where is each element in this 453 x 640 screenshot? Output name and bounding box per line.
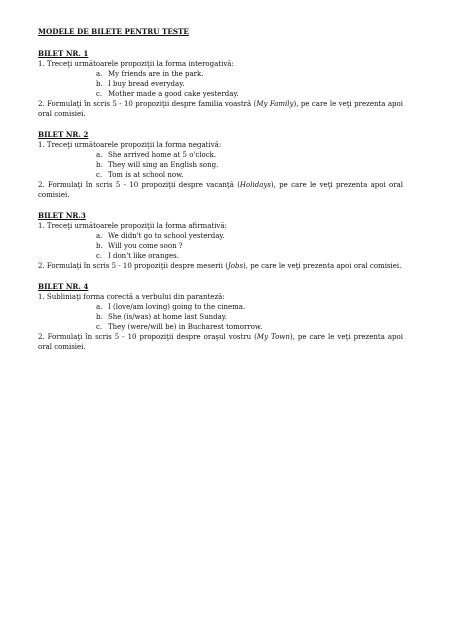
- task-1-instruction: 1. Treceţi următoarele propoziţii la forma negativă:: [38, 141, 222, 149]
- ticket-2: [38, 130, 403, 200]
- list-item: [38, 79, 403, 89]
- option-letter: c.: [96, 90, 103, 98]
- option-letter: b.: [96, 242, 103, 250]
- task-2-text-start: 2. Formulaţi în scris 5 - 10 propoziţii despre meserii (: [38, 262, 228, 270]
- task-2-text-end: ), pe care le veţi prezenta apoi oral comisiei.: [243, 262, 402, 270]
- option-text: Mother made a good cake yesterday.: [108, 90, 239, 98]
- ticket-title: BILET NR. 2: [38, 130, 89, 139]
- task-2-instruction: [38, 261, 403, 271]
- ticket-title: BILET NR. 1: [38, 49, 89, 58]
- option-letter: a.: [96, 303, 103, 311]
- option-text: I buy bread everyday.: [108, 80, 185, 88]
- task-2-topic: Jobs: [227, 262, 244, 270]
- option-list: [38, 69, 403, 99]
- list-item: [38, 241, 403, 251]
- list-item: [38, 302, 403, 312]
- option-text: They will sing an English song.: [108, 161, 219, 169]
- list-item: [38, 251, 403, 261]
- option-letter: c.: [96, 252, 103, 260]
- task-2-instruction: [38, 99, 403, 119]
- option-letter: a.: [96, 70, 103, 78]
- list-item: [38, 150, 403, 160]
- task-2-topic: My Family: [256, 100, 294, 108]
- option-text: We didn't go to school yesterday.: [108, 232, 225, 240]
- document-title: MODELE DE BILETE PENTRU TESTE: [38, 27, 189, 36]
- ticket-3: [38, 211, 403, 271]
- option-letter: b.: [96, 161, 103, 169]
- task-2-instruction: [38, 332, 403, 352]
- option-letter: a.: [96, 151, 103, 159]
- option-text: She (is/was) at home last Sunday.: [108, 313, 228, 321]
- option-list: [38, 231, 403, 261]
- ticket-1: [38, 49, 403, 119]
- task-2-text-start: 2. Formulaţi în scris 5 - 10 propoziţii despre vacanţă (: [38, 181, 240, 189]
- option-letter: c.: [96, 171, 103, 179]
- option-text: I don't like oranges.: [108, 252, 179, 260]
- ticket-4: [38, 282, 403, 352]
- task-2-text-end: ), pe care le veţi prezenta apoi oral comisiei.: [38, 333, 403, 351]
- option-text: They (were/will be) in Bucharest tomorrow.: [108, 323, 263, 331]
- task-1-instruction: 1. Treceţi următoarele propoziţii la forma afirmativă:: [38, 222, 227, 230]
- task-2-text-start: 2. Formulaţi în scris 5 - 10 propoziţii despre oraşul vostru (: [38, 333, 257, 341]
- task-1-instruction: 1. Subliniaţi forma corectă a verbului din paranteză:: [38, 293, 225, 301]
- list-item: [38, 312, 403, 322]
- option-text: I (love/am loving) going to the cinema.: [108, 303, 246, 311]
- option-text: Tom is at school now.: [108, 171, 184, 179]
- task-1-instruction: 1. Treceţi următoarele propoziţii la forma interogativă:: [38, 60, 234, 68]
- option-letter: b.: [96, 313, 103, 321]
- option-list: [38, 302, 403, 332]
- option-list: [38, 150, 403, 180]
- task-2-topic: My Town: [256, 333, 290, 341]
- task-2-instruction: [38, 180, 403, 200]
- task-2-text-start: 2. Formulaţi în scris 5 - 10 propoziţii despre familia voastră (: [38, 100, 257, 108]
- ticket-title: BILET NR. 4: [38, 282, 89, 291]
- list-item: [38, 322, 403, 332]
- list-item: [38, 170, 403, 180]
- option-letter: c.: [96, 323, 103, 331]
- option-letter: b.: [96, 80, 103, 88]
- task-2-text-end: ), pe care le veţi prezenta apoi oral comisiei.: [38, 100, 403, 118]
- option-letter: a.: [96, 232, 103, 240]
- list-item: [38, 69, 403, 79]
- ticket-title: BILET NR.3: [38, 211, 86, 220]
- task-2-text-end: ), pe care le veţi prezenta apoi oral comisiei.: [38, 181, 403, 199]
- option-text: My friends are in the park.: [108, 70, 204, 78]
- task-2-topic: Holidays: [239, 181, 271, 189]
- list-item: [38, 89, 403, 99]
- option-text: She arrived home at 5 o'clock.: [108, 151, 217, 159]
- option-text: Will you come soon ?: [108, 242, 183, 250]
- list-item: [38, 160, 403, 170]
- list-item: [38, 231, 403, 241]
